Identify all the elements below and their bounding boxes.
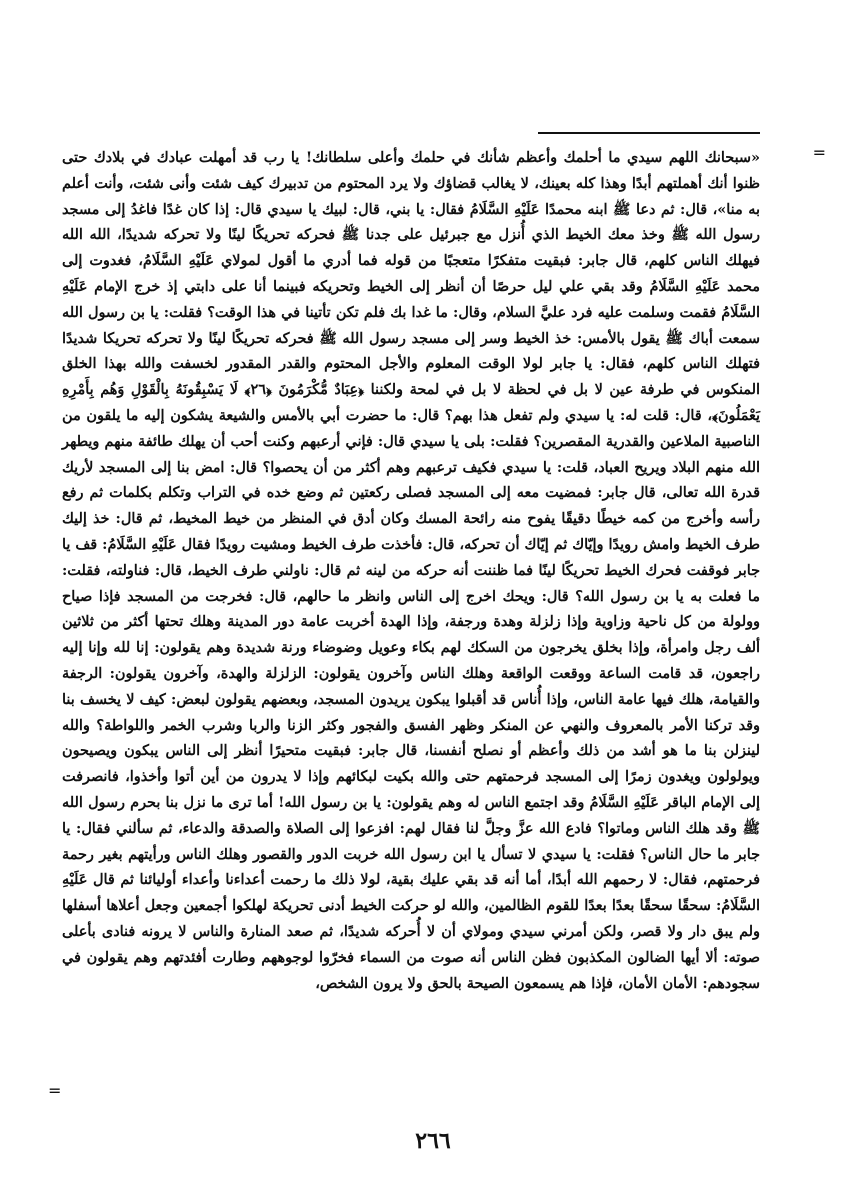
footnote-text: «سبحانك اللهم سيدي ما أحلمك وأعظم شأنك في حلمك وأعلى سلطانك! يا رب قد أمهلت عبادك في بلادك حتى ظنوا أنك أهملتهم أبدًا وهذا كله بعينك، لا يغالب قضاؤك ولا يرد المحتوم من تدبيرك كيف شئت وأنى شئت، وأنت أعلم به منا»، قال: ثم دعا ﷺ ابنه محمدًا عَلَيْهِ السَّلَامُ فقال: يا بني، قال: لبيك يا سيدي قال: إذا كان غدًا فاغدُ إلى مسجد رسول الله ﷺ وخذ معك الخيط الذي أُنزل مع جبرئيل على جدنا ﷺ فحركه تحريكًا لينًا ولا تحركه شديدًا، الله الله فيهلك الناس كلهم، قال جابر: فبقيت متفكرًا متعجبًا من قوله فما أدري ما أقول لمولاي عَلَيْهِ السَّلَامُ، فغدوت إلى محمد عَلَيْهِ السَّلَامُ وقد بقي علي ليل حرصًا أن أنظر إلى الخيط وتحريكه فبينما أنا على دابتي إذ خرج الإمام عَلَيْهِ السَّلَامُ فقمت وسلمت عليه فرد عليَّ السلام، وقال: ما غدا بك فلم تكن تأتينا في هذا الوقت؟ فقلت: يا بن رسول الله سمعت أباك ﷺ يقول بالأمس: خذ الخيط وسر إلى مسجد رسول الله ﷺ فحركه تحريكًا لينًا ولا تحركه تحريكا شديدًا فتهلك الناس كلهم، فقال: يا جابر لولا الوقت المعلوم والأجل المحتوم والقدر المقدور لخسفت والله بهذا الخلق المنكوس في طرفة عين لا بل في لحظة لا بل في لمحة ولكننا ﴿عِبَادٌ مُّكْرَمُونَ ﴿٢٦﴾ لَا يَسْبِقُونَهُ بِالْقَوْلِ وَهُم بِأَمْرِهِ يَعْمَلُونَ﴾، قال: قلت له: يا سيدي ولم تفعل هذا بهم؟ قال: ما حضرت أبي بالأمس والشيعة يشكون إليه ما يلقون من الناصبية الملاعين والقدرية المقصرين؟ فقلت: بلى يا سيدي قال: فإني أرعبهم وكنت أحب أن يهلك طائفة منهم ويطهر الله منهم البلاد ويريح العباد، قلت: يا سيدي فكيف ترعبهم وهم أكثر من أن يحصوا؟ قال: امض بنا إلى المسجد لأريك قدرة الله تعالى، قال جابر: فمضيت معه إلى المسجد فصلى ركعتين ثم وضع خده في التراب وتكلم بكلمات ثم رفع رأسه وأخرج من كمه خيطًا دقيقًا يفوح منه رائحة المسك وكان أدق في المنظر من خيط المخيط، ثم قال: خذ إليك طرف الخيط وامش رويدًا وإيّاك ثم إيّاك أن تحركه، قال: فأخذت طرف الخيط ومشيت رويدًا فقال عَلَيْهِ السَّلَامُ: قف يا جابر فوقفت فحرك الخيط تحريكًا لينًا فما ظننت أنه حركه من لينه ثم قال: ناولني طرف الخيط، قال: فناولته، فقلت: ما فعلت به يا بن رسول الله؟ قال: ويحك اخرج إلى الناس وانظر ما حالهم، قال: فخرجت من المسجد فإذا صياح وولولة من كل ناحية وزاوية وإذا زلزلة وهدة ورجفة، وإذا الهدة أخربت عامة دور المدينة وهلك تحتها أكثر من ثلاثين ألف رجل وامرأة، وإذا بخلق يخرجون من السكك لهم بكاء وعويل وضوضاء ورنة شديدة وهم يقولون: إنا لله وإنا إليه راجعون، قد قامت الساعة ووقعت الواقعة وهلك الناس وآخرون يقولون: الزلزلة والهدة، وآخرون يقولون: الرجفة والقيامة، هلك فيها عامة الناس، وإذا أُناس قد أقبلوا يبكون يريدون المسجد، وبعضهم يقولون لبعض: كيف لا يخسف بنا وقد تركنا الأمر بالمعروف والنهي عن المنكر وظهر الفسق والفجور وكثر الزنا والربا وشرب الخمر واللواطة؟ والله لينزلن بنا ما هو أشد من ذلك وأعظم أو نصلح أنفسنا، قال جابر: فبقيت متحيرًا أنظر إلى الناس يبكون ويصيحون ويولولون ويغدون زمرًا إلى المسجد فرحمتهم حتى والله بكيت لبكائهم وإذا لا يدرون من أين أتوا وأخذوا، فانصرفت إلى الإمام الباقر عَلَيْهِ السَّلَامُ وقد اجتمع الناس له وهم يقولون: يا بن رسول الله! أما ترى ما نزل بنا بحرم رسول الله ﷺ وقد هلك الناس وماتوا؟ فادع الله عزَّ وجلَّ لنا فقال لهم: افزعوا إلى الصلاة والصدقة والدعاء، ثم سألني فقال: يا جابر ما حال الناس؟ فقلت: يا سيدي لا تسأل يا ابن رسول الله خربت الدور والقصور وهلك الناس ورأيتهم بغير رحمة فرحمتهم، فقال: لا رحمهم الله أبدًا، أما أنه قد بقي عليك بقية، لولا ذلك ما رحمت أعداءنا وأعداء أوليائنا ثم قال عَلَيْهِ السَّلَامُ: سحقًا سحقًا بعدًا بعدًا للقوم الظالمين، والله لو حركت الخيط أدنى تحريكة لهلكوا أجمعين وجعل أعلاها أسفلها ولم يبق دار ولا قصر، ولكن أمرني سيدي ومولاي أن لا أُحركه شديدًا، ثم صعد المنارة والناس لا يرونه فنادى بأعلى صوته: ألا أيها الضالون المكذبون فظن الناس أنه صوت من السماء فخرّوا لوجوههم وطارت أفئدتهم وهم يقولون في سجودهم: الأمان الأمان، فإذا هم يسمعون الصيحة بالحق ولا يرون الشخص، xyxy=(62,149,760,992)
footnote-continuation-end-mark: = xyxy=(48,1081,62,1100)
footnote-separator-rule xyxy=(538,132,760,134)
footnote-continuation-start-mark: = xyxy=(812,143,826,162)
page-number: ٢٦٦ xyxy=(415,1128,451,1154)
